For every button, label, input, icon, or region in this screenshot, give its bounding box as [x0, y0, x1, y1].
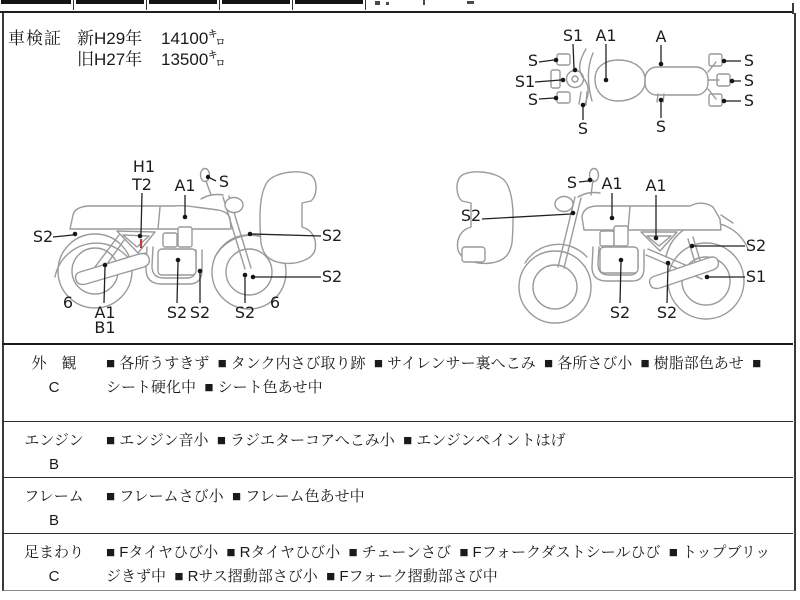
table-row: [2, 343, 793, 421]
row-category: [2, 478, 106, 533]
marker-dot: [610, 216, 615, 221]
marker-dot: [581, 103, 586, 108]
row-items: ■ Fタイヤひび小 ■ Rタイヤひび小 ■ チェーンさび ■ Fフォークダストシールひび ■ トップブリッジきず中 ■ Rサス摺動部さび小 ■ Fフォーク摺動部さび中: [106, 544, 771, 585]
row-items: ■ 各所うすきず ■ タンク内さび取り跡 ■ サイレンサー裏へこみ ■ 各所さび小 ■ 樹脂部色あせ ■ シート硬化中 ■ シート色あせ中: [106, 355, 766, 396]
mileage-row-old: [77, 49, 225, 70]
marker-dot: [176, 258, 181, 263]
cropped-text-fragment: [375, 1, 380, 5]
table-row: [2, 421, 793, 477]
mileage-new-label: 新H29年: [77, 29, 143, 48]
row-category: [2, 534, 106, 600]
marker-dot: [198, 269, 203, 274]
cropped-text-fragment: [423, 0, 425, 5]
diagram-label: A: [655, 27, 667, 46]
category-label: エンジン: [24, 432, 84, 449]
diagram-label: S1: [745, 267, 767, 286]
marker-dot: [103, 263, 108, 268]
carb: [600, 231, 614, 246]
muffler: [650, 257, 719, 289]
category-label: フレーム: [24, 488, 84, 505]
mirror-stem: [206, 181, 211, 195]
marker-dot: [561, 78, 566, 83]
diagram-label: S: [527, 51, 539, 70]
cropped-cell-shade: [76, 0, 144, 4]
cropped-text-fragment: [386, 2, 389, 5]
diagram-label: A1: [174, 176, 196, 195]
airbox: [614, 226, 628, 246]
diagram-label: S2: [32, 227, 54, 246]
cropped-top-table: [0, 0, 794, 13]
marker-dot: [722, 99, 727, 104]
right-side-diagram: [450, 155, 795, 340]
row-items: ■ エンジン音小 ■ ラジエターコアへこみ小 ■ エンジンペイントはげ: [106, 432, 566, 449]
diagram-label: S2: [321, 267, 343, 286]
marker-dot: [206, 175, 210, 179]
condition-table: [2, 343, 793, 600]
table-row: [2, 477, 793, 533]
diagram-label: S2: [234, 303, 256, 322]
marker-dot: [573, 68, 578, 73]
row-category: [2, 345, 106, 421]
marker-dot: [604, 78, 609, 83]
shaken-label: 車検証: [8, 29, 62, 48]
marker-dot: [73, 232, 78, 237]
diagram-label: S2: [166, 303, 188, 322]
diagram-label: H1: [132, 157, 156, 176]
handlebar: [578, 193, 600, 198]
diagram-label: A1: [94, 303, 116, 322]
cropped-cell-shade: [1, 0, 71, 4]
marker-dot: [666, 261, 671, 266]
diagram-label: S2: [656, 303, 678, 322]
diagram-label: B1: [94, 318, 116, 337]
marker-dot: [659, 62, 664, 67]
table-row: [2, 533, 793, 600]
diagram-label: 6: [62, 293, 74, 312]
mileage-new-value: 14100㌔: [161, 29, 226, 48]
marker-dot: [138, 234, 143, 239]
marker-dot: [705, 275, 710, 280]
mileage-lines: [77, 28, 225, 70]
diagram-label: S: [655, 117, 667, 136]
mileage-old-label: 旧H27年: [77, 50, 143, 69]
marker-dot: [251, 275, 256, 280]
marker-dot: [571, 211, 576, 216]
diagram-label: S: [527, 90, 539, 109]
grade-label: B: [48, 512, 59, 529]
diagram-label: S1: [514, 72, 536, 91]
diagram-label: S2: [189, 303, 211, 322]
diagram-label: S: [743, 51, 755, 70]
diagram-label: S2: [460, 206, 482, 225]
diagram-label: S1: [562, 26, 584, 45]
marker-dot: [243, 273, 248, 278]
diagram-label: S: [566, 173, 578, 192]
diagram-label: 6: [269, 293, 281, 312]
front-fender: [525, 244, 587, 263]
diagram-label: A1: [645, 176, 667, 195]
marker-dot: [554, 96, 559, 101]
diagram-label: S: [577, 119, 589, 138]
diagram-label: S2: [745, 236, 767, 255]
carb: [163, 233, 177, 247]
cowl-lower: [462, 247, 485, 262]
front-wheel: [519, 251, 591, 323]
marker-dot: [588, 178, 593, 183]
marker-dot: [730, 79, 735, 84]
muffler: [76, 254, 150, 285]
marker-dot: [690, 244, 695, 249]
marker-dot: [248, 232, 253, 237]
marker-dot: [554, 58, 559, 63]
body: [582, 203, 721, 230]
row-items: ■ フレームさび小 ■ フレーム色あせ中: [106, 488, 365, 505]
mileage-row-new: [77, 28, 225, 49]
front-rim: [533, 265, 577, 309]
cropped-cell-shade: [149, 0, 217, 4]
headlight: [555, 197, 573, 212]
marker-dot: [183, 215, 188, 220]
airbox: [178, 227, 192, 247]
marker-dot: [619, 258, 624, 263]
diagram-label: S: [218, 172, 230, 191]
grade-label: C: [48, 568, 60, 585]
grade-label: B: [48, 456, 59, 473]
mileage-old-value: 13500㌔: [161, 50, 226, 69]
diagram-label: S: [743, 91, 755, 110]
diagram-label: S2: [609, 303, 631, 322]
cropped-text-fragment: [467, 1, 474, 4]
category-label: 外 観: [31, 355, 77, 372]
marker-dot: [659, 98, 664, 103]
handlebar: [201, 195, 223, 200]
diagram-label: S: [743, 71, 755, 90]
body: [70, 206, 231, 229]
diagram-label: A1: [601, 174, 623, 193]
front-cowl: [260, 172, 316, 264]
grade-label: C: [48, 379, 60, 396]
front-rim: [226, 249, 272, 295]
top-view-diagram: [505, 22, 790, 142]
motorcycle-top-outline: [551, 49, 730, 106]
headlight: [225, 198, 243, 213]
left-side-diagram: [25, 155, 350, 340]
row-category: [2, 422, 106, 477]
diagram-label: A1: [595, 26, 617, 45]
diagram-label: T2: [132, 175, 152, 194]
marker-dot: [654, 236, 659, 241]
cropped-cell-shade: [222, 0, 290, 4]
shaken-block: [8, 28, 225, 70]
category-label: 足まわり: [23, 544, 84, 561]
marker-dot: [722, 59, 727, 64]
diagram-label: S2: [321, 226, 343, 245]
cropped-cell-shade: [295, 0, 363, 4]
